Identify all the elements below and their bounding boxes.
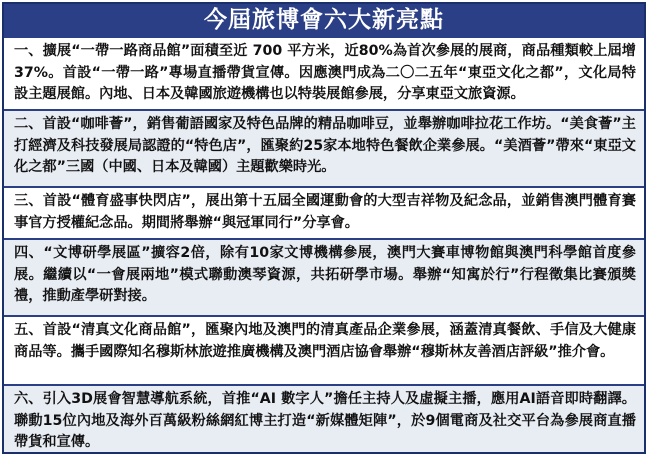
highlight-item-5: 五、首設“清真文化商品館”，匯聚內地及澳門的清真產品企業參展，涵蓋清真餐飲、手信及大健康商品等。攜手國際知名穆斯林旅遊推廣機構及澳門酒店協會舉辦“穆斯林友善酒店評級”推介會。 [4,315,644,384]
highlight-item-1: 一、擴展“一帶一路商品館”面積至近 700 平方米，近80%為首次參展的展商，商品種類較上屆增37%。首設“一帶一路”專場直播帶貨宣傳。因應澳門成為二〇二五年“東亞文化之都”，文化局特設主題展館。內地、日本及韓國旅遊機構也以特裝展館參展，分享東亞文旅資源。 [4,36,644,109]
box-title: 今屆旅博會六大新亮點 [4,4,644,36]
info-box [2,2,646,454]
highlight-item-4: 四、“文博研學展區”擴容2倍，除有10家文博機構參展，澳門大賽車博物館與澳門科學館首度參展。繼續以“一會展兩地”模式聯動澳琴資源，共拓研學市場。舉辦“知寓於行”行程徵集比賽頒獎禮，推動產學研對接。 [4,238,644,315]
highlight-item-2: 二、首設“咖啡薈”，銷售葡語國家及特色品牌的精品咖啡豆，並舉辦咖啡拉花工作坊。“美食薈”主打經濟及科技發展局認證的“特色店”，匯聚約25家本地特色餐飲企業參展。“美酒薈”帶來“東亞文化之都”三國（中國、日本及韓國）主題歡樂時光。 [4,109,644,186]
highlight-item-6: 六、引入3D展會智慧導航系統，首推“AI 數字人”擔任主持人及虛擬主播，應用AI語音即時翻譯。聯動15位內地及海外百萬級粉絲網紅博主打造“新媒體矩陣”，於9個電商及社交平台為參展商直播帶貨和宣傳。 [4,384,644,452]
highlight-item-3: 三、首設“體育盛事快閃店”，展出第十五屆全國運動會的大型吉祥物及紀念品，並銷售澳門體育賽事官方授權紀念品。期間將舉辦“與冠軍同行”分享會。 [4,186,644,238]
